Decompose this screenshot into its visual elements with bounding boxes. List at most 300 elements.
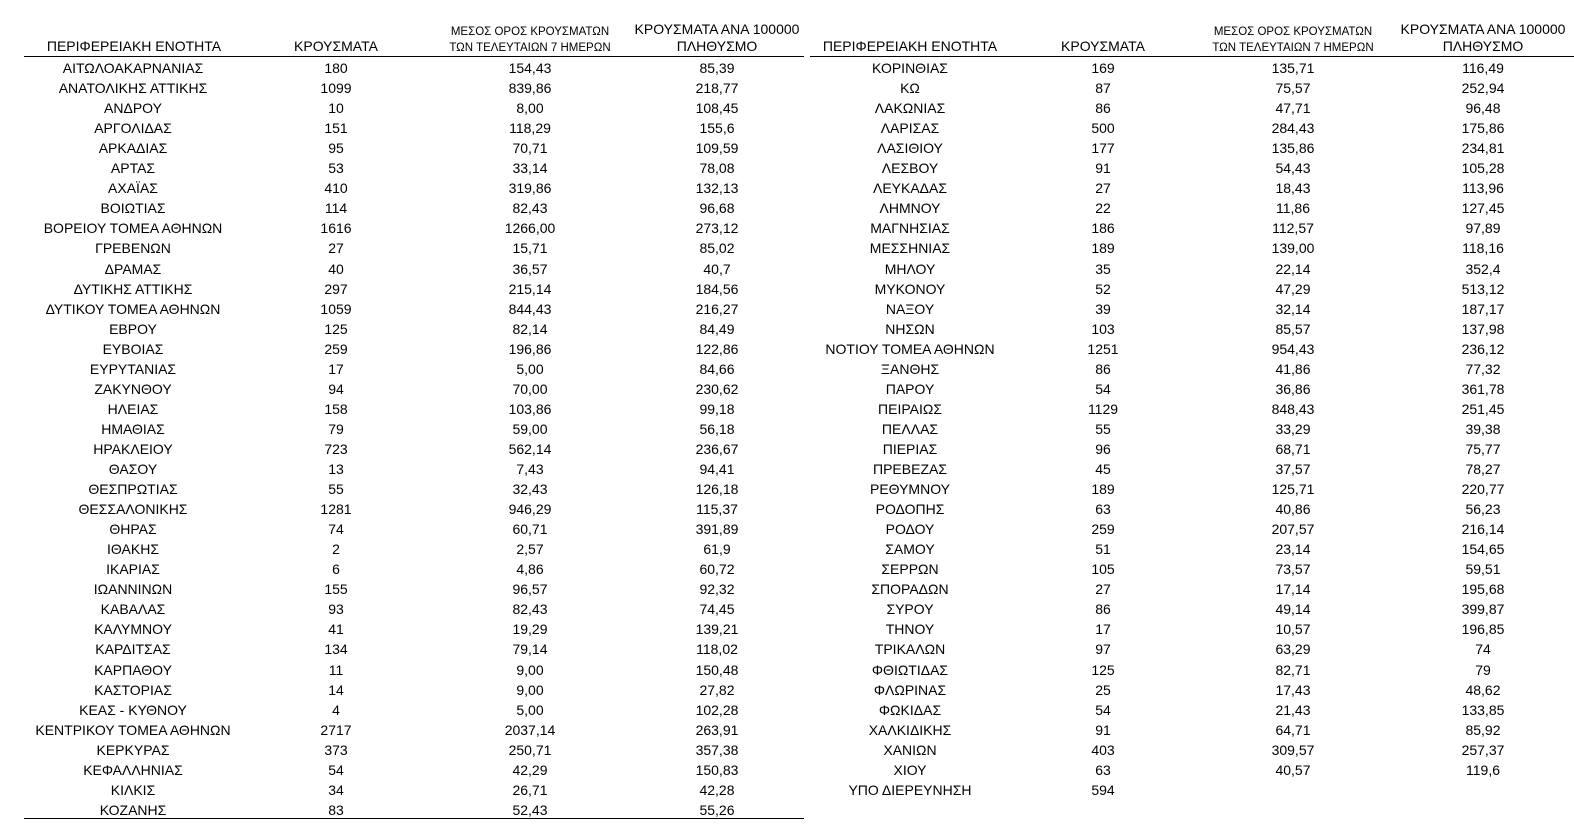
region-cell: ΣΠΟΡΑΔΩΝ xyxy=(871,581,949,598)
cases-cell: 41 xyxy=(328,621,344,638)
region-cell: ΛΗΜΝΟΥ xyxy=(879,200,941,217)
cases-cell: 125 xyxy=(1091,661,1115,678)
per100k-cell: 357,38 xyxy=(695,741,739,758)
avg7-cell: 9,00 xyxy=(516,681,544,698)
region-cell: ΠΕΛΛΑΣ xyxy=(881,420,939,437)
avg7-cell: 47,71 xyxy=(1275,100,1311,117)
region-cell: ΕΥΒΟΙΑΣ xyxy=(102,340,164,357)
avg7-cell: 215,14 xyxy=(508,280,552,297)
region-cell: ΦΩΚΙΔΑΣ xyxy=(878,701,942,718)
avg7-cell: 18,43 xyxy=(1275,180,1311,197)
cases-cell: 105 xyxy=(1091,561,1115,578)
avg7-cell: 9,00 xyxy=(516,661,544,678)
cases-cell: 86 xyxy=(1095,601,1111,618)
region-cell: ΑΙΤΩΛΟΑΚΑΡΝΑΝΙΑΣ xyxy=(62,60,204,76)
cases-cell: 83 xyxy=(328,801,344,818)
per100k-cell: 216,14 xyxy=(1461,521,1505,538)
region-cell: ΚΕΡΚΥΡΑΣ xyxy=(96,741,170,758)
region-cell: ΓΡΕΒΕΝΩΝ xyxy=(95,240,171,257)
per100k-cell: 74,45 xyxy=(699,601,735,618)
per100k-cell: 96,48 xyxy=(1465,100,1501,117)
cases-cell: 1099 xyxy=(320,80,352,97)
cases-cell: 63 xyxy=(1095,761,1111,778)
region-cell: ΕΒΡΟΥ xyxy=(109,320,157,337)
region-cell: ΚΕΦΑΛΛΗΝΙΑΣ xyxy=(83,761,183,778)
avg7-cell: 70,71 xyxy=(512,140,548,157)
region-cell: ΑΡΓΟΛΙΔΑΣ xyxy=(94,120,172,137)
per100k-cell: 139,21 xyxy=(695,621,739,638)
avg7-cell: 112,57 xyxy=(1272,220,1314,237)
bottom-divider xyxy=(24,818,804,819)
region-cell: ΛΕΣΒΟΥ xyxy=(881,160,939,177)
cases-cell: 39 xyxy=(1095,300,1111,317)
cases-cell: 14 xyxy=(328,681,344,698)
header-per100k-line1: ΚΡΟΥΣΜΑΤΑ ΑΝΑ 100000 xyxy=(1400,21,1566,37)
cases-cell: 594 xyxy=(1091,781,1115,798)
region-cell: ΣΥΡΟΥ xyxy=(886,601,934,618)
per100k-cell: 391,89 xyxy=(695,521,739,538)
per100k-cell: 187,17 xyxy=(1461,300,1505,317)
avg7-cell: 11,86 xyxy=(1276,200,1310,217)
region-cell: ΗΛΕΙΑΣ xyxy=(107,400,159,417)
avg7-cell: 2,57 xyxy=(516,541,544,558)
avg7-cell: 1266,00 xyxy=(504,220,556,237)
avg7-cell: 23,14 xyxy=(1275,541,1311,558)
cases-cell: 723 xyxy=(324,440,348,457)
per100k-cell: 184,56 xyxy=(695,280,739,297)
per100k-cell: 84,49 xyxy=(699,320,735,337)
per100k-cell: 105,28 xyxy=(1461,160,1505,177)
per100k-cell: 27,82 xyxy=(699,681,735,698)
region-cell: ΙΩΑΝΝΙΝΩΝ xyxy=(93,581,173,598)
cases-cell: 17 xyxy=(328,360,344,377)
cases-cell: 17 xyxy=(1095,621,1111,638)
region-cell: ΠΡΕΒΕΖΑΣ xyxy=(872,461,947,477)
region-cell: ΠΑΡΟΥ xyxy=(885,380,935,397)
per100k-cell: 99,18 xyxy=(699,400,735,417)
region-cell: ΧΙΟΥ xyxy=(893,761,927,778)
cases-cell: 22 xyxy=(1095,200,1111,217)
per100k-cell: 78,27 xyxy=(1465,461,1501,477)
region-cell: ΚΑΛΥΜΝΟΥ xyxy=(94,621,172,638)
avg7-cell: 82,43 xyxy=(512,601,548,618)
avg7-cell: 954,43 xyxy=(1271,340,1315,357)
cases-cell: 186 xyxy=(1091,220,1115,237)
per100k-cell: 118,16 xyxy=(1462,240,1504,257)
cases-cell: 40 xyxy=(328,260,344,277)
cases-cell: 52 xyxy=(1095,280,1111,297)
per100k-cell: 48,62 xyxy=(1465,681,1501,698)
region-cell: ΚΙΛΚΙΣ xyxy=(110,781,156,798)
region-cell: ΔΥΤΙΚΗΣ ΑΤΤΙΚΗΣ xyxy=(73,280,193,297)
region-cell: ΡΕΘΥΜΝΟΥ xyxy=(869,481,950,498)
region-cell: ΚΑΡΠΑΘΟΥ xyxy=(94,661,172,678)
region-cell: ΒΟΙΩΤΙΑΣ xyxy=(100,200,166,217)
cases-cell: 259 xyxy=(324,340,348,357)
avg7-cell: 135,86 xyxy=(1271,140,1315,157)
per100k-cell: 97,89 xyxy=(1465,220,1501,237)
region-cell: ΑΡΤΑΣ xyxy=(110,160,156,177)
per100k-cell: 361,78 xyxy=(1461,380,1505,397)
per100k-cell: 59,51 xyxy=(1465,561,1501,578)
per100k-cell: 113,96 xyxy=(1462,180,1504,197)
region-cell: ΜΥΚΟΝΟΥ xyxy=(874,280,946,297)
header-avg-line2: ΤΩΝ ΤΕΛΕΥΤΑΙΩΝ 7 ΗΜΕΡΩΝ xyxy=(1212,42,1374,54)
region-cell: ΚΟΖΑΝΗΣ xyxy=(99,801,167,818)
per100k-cell: 236,12 xyxy=(1461,340,1505,357)
cases-cell: 189 xyxy=(1091,481,1115,498)
region-cell: ΡΟΔΟΥ xyxy=(885,521,935,538)
avg7-cell: 4,86 xyxy=(516,561,544,578)
cases-cell: 55 xyxy=(328,481,344,498)
cases-cell: 63 xyxy=(1095,501,1111,518)
region-cell: ΦΘΙΩΤΙΔΑΣ xyxy=(871,661,949,678)
cases-cell: 51 xyxy=(1095,541,1111,558)
cases-cell: 410 xyxy=(324,180,348,197)
region-cell: ΞΑΝΘΗΣ xyxy=(880,360,940,377)
per100k-cell: 252,94 xyxy=(1461,80,1505,97)
per100k-cell: 399,87 xyxy=(1461,601,1505,618)
per100k-cell: 257,37 xyxy=(1461,741,1505,758)
per100k-cell: 513,12 xyxy=(1461,280,1505,297)
per100k-cell: 352,4 xyxy=(1465,260,1501,277)
avg7-cell: 848,43 xyxy=(1271,400,1315,417)
avg7-cell: 26,71 xyxy=(512,781,548,798)
avg7-cell: 73,57 xyxy=(1275,561,1311,578)
per100k-cell: 115,37 xyxy=(696,501,738,518)
per100k-cell: 108,45 xyxy=(695,100,739,117)
cases-cell: 74 xyxy=(328,521,344,538)
cases-cell: 27 xyxy=(328,240,344,257)
avg7-cell: 47,29 xyxy=(1275,280,1311,297)
per100k-cell: 55,26 xyxy=(699,801,735,818)
cases-cell: 10 xyxy=(328,100,344,117)
header-region: ΠΕΡΙΦΕΡΕΙΑΚΗ ΕΝΟΤΗΤΑ xyxy=(822,38,998,54)
region-cell: ΝΗΣΩΝ xyxy=(885,320,935,337)
avg7-cell: 75,57 xyxy=(1275,80,1311,97)
region-cell: ΧΑΛΚΙΔΙΚΗΣ xyxy=(868,721,952,738)
cases-cell: 155 xyxy=(324,581,348,598)
avg7-cell: 70,00 xyxy=(512,380,548,397)
cases-cell: 25 xyxy=(1095,681,1111,698)
cases-cell: 6 xyxy=(332,561,340,578)
per100k-cell: 234,81 xyxy=(1461,140,1505,157)
cases-cell: 114 xyxy=(324,200,348,217)
avg7-cell: 135,71 xyxy=(1271,60,1315,76)
cases-cell: 189 xyxy=(1091,240,1115,257)
cases-cell: 134 xyxy=(324,641,348,658)
header-region: ΠΕΡΙΦΕΡΕΙΑΚΗ ΕΝΟΤΗΤΑ xyxy=(46,38,222,54)
avg7-cell: 139,00 xyxy=(1271,240,1315,257)
per100k-cell: 56,18 xyxy=(699,420,735,437)
cases-cell: 373 xyxy=(324,741,348,758)
per100k-cell: 40,7 xyxy=(703,260,731,277)
region-cell: ΜΑΓΝΗΣΙΑΣ xyxy=(870,220,950,237)
region-cell: ΔΡΑΜΑΣ xyxy=(104,260,162,277)
avg7-cell: 125,71 xyxy=(1271,481,1315,498)
avg7-cell: 96,57 xyxy=(512,581,548,598)
per100k-cell: 132,13 xyxy=(695,180,739,197)
avg7-cell: 562,14 xyxy=(508,440,552,457)
avg7-cell: 8,00 xyxy=(516,100,544,117)
cases-cell: 35 xyxy=(1095,260,1111,277)
cases-cell: 259 xyxy=(1091,521,1115,538)
avg7-cell: 19,29 xyxy=(512,621,548,638)
avg7-cell: 82,71 xyxy=(1275,661,1311,678)
region-cell: ΗΡΑΚΛΕΙΟΥ xyxy=(93,440,173,457)
region-cell: ΙΚΑΡΙΑΣ xyxy=(106,561,160,578)
avg7-cell: 64,71 xyxy=(1275,721,1311,738)
cases-cell: 27 xyxy=(1095,581,1111,598)
avg7-cell: 32,43 xyxy=(512,481,548,498)
avg7-cell: 118,29 xyxy=(509,120,551,137)
cases-cell: 54 xyxy=(1095,380,1111,397)
region-cell: ΑΝΑΤΟΛΙΚΗΣ ΑΤΤΙΚΗΣ xyxy=(58,80,208,97)
region-cell: ΚΟΡΙΝΘΙΑΣ xyxy=(872,60,948,76)
cases-cell: 11 xyxy=(328,661,344,678)
region-cell: ΛΑΡΙΣΑΣ xyxy=(880,120,940,137)
per100k-cell: 116,49 xyxy=(1462,60,1504,76)
per100k-cell: 96,68 xyxy=(699,200,735,217)
per100k-cell: 126,18 xyxy=(695,481,739,498)
per100k-cell: 137,98 xyxy=(1461,320,1505,337)
cases-cell: 34 xyxy=(328,781,344,798)
per100k-cell: 133,85 xyxy=(1461,701,1505,718)
cases-cell: 95 xyxy=(328,140,344,157)
per100k-cell: 74 xyxy=(1475,641,1491,658)
region-cell: ΑΡΚΑΔΙΑΣ xyxy=(98,140,168,157)
header-avg-line2: ΤΩΝ ΤΕΛΕΥΤΑΙΩΝ 7 ΗΜΕΡΩΝ xyxy=(449,42,611,54)
region-cell: ΛΑΚΩΝΙΑΣ xyxy=(874,100,946,117)
header-cases: ΚΡΟΥΣΜΑΤΑ xyxy=(294,38,378,54)
per100k-cell: 150,48 xyxy=(695,661,739,678)
region-cell: ΥΠΟ ΔΙΕΡΕΥΝΗΣΗ xyxy=(848,781,972,798)
cases-cell: 45 xyxy=(1095,461,1111,477)
avg7-cell: 41,86 xyxy=(1275,360,1311,377)
avg7-cell: 40,57 xyxy=(1275,761,1311,778)
per100k-cell: 150,83 xyxy=(695,761,739,778)
avg7-cell: 52,43 xyxy=(512,801,548,818)
avg7-cell: 79,14 xyxy=(512,641,548,658)
per100k-cell: 94,41 xyxy=(699,461,735,477)
region-cell: ΕΥΡΥΤΑΝΙΑΣ xyxy=(89,360,177,377)
avg7-cell: 5,00 xyxy=(516,701,544,718)
avg7-cell: 946,29 xyxy=(508,501,552,518)
avg7-cell: 60,71 xyxy=(512,521,548,538)
per100k-cell: 230,62 xyxy=(695,380,739,397)
header-avg-line1: ΜΕΣΟΣ ΟΡΟΣ ΚΡΟΥΣΜΑΤΩΝ xyxy=(1213,26,1373,38)
region-cell: ΘΗΡΑΣ xyxy=(109,521,157,538)
per100k-cell: 273,12 xyxy=(695,220,739,237)
cases-cell: 27 xyxy=(1095,180,1111,197)
cases-cell: 55 xyxy=(1095,420,1111,437)
per100k-cell: 195,68 xyxy=(1461,581,1505,598)
region-cell: ΚΑΒΑΛΑΣ xyxy=(100,601,166,618)
region-cell: ΤΡΙΚΑΛΩΝ xyxy=(874,641,946,658)
region-cell: ΚΕΑΣ - ΚΥΘΝΟΥ xyxy=(79,701,187,718)
cases-cell: 177 xyxy=(1091,140,1115,157)
region-cell: ΖΑΚΥΝΘΟΥ xyxy=(94,380,172,397)
cases-cell: 151 xyxy=(324,120,348,137)
region-cell: ΚΑΡΔΙΤΣΑΣ xyxy=(95,641,171,658)
per100k-cell: 196,85 xyxy=(1461,621,1505,638)
cases-cell: 86 xyxy=(1095,360,1111,377)
region-cell: ΒΟΡΕΙΟΥ ΤΟΜΕΑ ΑΘΗΝΩΝ xyxy=(43,220,223,237)
region-cell: ΑΝΔΡΟΥ xyxy=(104,100,162,117)
header-per100k-line2: ΠΛΗΘΥΣΜΟ xyxy=(1442,38,1524,54)
avg7-cell: 2037,14 xyxy=(504,721,556,738)
per100k-cell: 102,28 xyxy=(695,701,739,718)
per100k-cell: 42,28 xyxy=(699,781,735,798)
region-cell: ΗΜΑΘΙΑΣ xyxy=(101,420,165,437)
avg7-cell: 54,43 xyxy=(1275,160,1311,177)
region-cell: ΜΕΣΣΗΝΙΑΣ xyxy=(869,240,951,257)
avg7-cell: 22,14 xyxy=(1275,260,1311,277)
avg7-cell: 5,00 xyxy=(516,360,544,377)
cases-cell: 180 xyxy=(324,60,348,76)
region-cell: ΚΕΝΤΡΙΚΟΥ ΤΟΜΕΑ ΑΘΗΝΩΝ xyxy=(35,721,231,738)
avg7-cell: 33,29 xyxy=(1275,420,1311,437)
per100k-cell: 77,32 xyxy=(1465,360,1501,377)
header-per100k-line1: ΚΡΟΥΣΜΑΤΑ ΑΝΑ 100000 xyxy=(634,21,800,37)
region-cell: ΘΕΣΣΑΛΟΝΙΚΗΣ xyxy=(78,501,188,518)
cases-cell: 158 xyxy=(324,400,348,417)
cases-cell: 125 xyxy=(324,320,348,337)
region-cell: ΚΩ xyxy=(900,80,920,97)
cases-cell: 2717 xyxy=(320,721,352,738)
per100k-cell: 92,32 xyxy=(699,581,735,598)
avg7-cell: 844,43 xyxy=(508,300,552,317)
per100k-cell: 75,77 xyxy=(1465,440,1501,457)
cases-cell: 86 xyxy=(1095,100,1111,117)
region-cell: ΦΛΩΡΙΝΑΣ xyxy=(873,681,947,698)
per100k-cell: 218,77 xyxy=(695,80,739,97)
region-cell: ΙΘΑΚΗΣ xyxy=(107,541,159,558)
per100k-cell: 60,72 xyxy=(699,561,735,578)
cases-cell: 500 xyxy=(1091,120,1115,137)
region-cell: ΜΗΛΟΥ xyxy=(884,260,936,277)
region-cell: ΛΑΣΙΘΙΟΥ xyxy=(877,140,943,157)
avg7-cell: 154,43 xyxy=(508,60,552,76)
per100k-cell: 109,59 xyxy=(695,140,739,157)
cases-cell: 2 xyxy=(332,541,340,558)
avg7-cell: 7,43 xyxy=(516,461,544,477)
header-cases: ΚΡΟΥΣΜΑΤΑ xyxy=(1061,38,1145,54)
cases-cell: 79 xyxy=(328,420,344,437)
region-cell: ΠΕΙΡΑΙΩΣ xyxy=(878,400,942,417)
avg7-cell: 15,71 xyxy=(512,240,548,257)
cases-cell: 1129 xyxy=(1087,400,1119,417)
region-cell: ΑΧΑΪΑΣ xyxy=(108,180,158,197)
per100k-cell: 78,08 xyxy=(699,160,735,177)
avg7-cell: 59,00 xyxy=(512,420,548,437)
region-cell: ΡΟΔΟΠΗΣ xyxy=(875,501,945,518)
cases-cell: 169 xyxy=(1091,60,1115,76)
cases-cell: 403 xyxy=(1091,741,1115,758)
avg7-cell: 82,43 xyxy=(512,200,548,217)
avg7-cell: 10,57 xyxy=(1275,621,1311,638)
avg7-cell: 17,43 xyxy=(1275,681,1311,698)
per100k-cell: 61,9 xyxy=(703,541,731,558)
cases-cell: 93 xyxy=(328,601,344,618)
region-cell: ΧΑΝΙΩΝ xyxy=(883,741,937,758)
region-cell: ΝΑΞΟΥ xyxy=(885,300,935,317)
avg7-cell: 33,14 xyxy=(512,160,548,177)
avg7-cell: 85,57 xyxy=(1275,320,1311,337)
avg7-cell: 32,14 xyxy=(1275,300,1311,317)
region-cell: ΚΑΣΤΟΡΙΑΣ xyxy=(94,681,172,698)
avg7-cell: 309,57 xyxy=(1271,741,1315,758)
per100k-cell: 79 xyxy=(1475,661,1491,678)
per100k-cell: 85,02 xyxy=(699,240,735,257)
cases-cell: 297 xyxy=(324,280,348,297)
region-cell: ΘΑΣΟΥ xyxy=(108,461,158,477)
cases-cell: 87 xyxy=(1095,80,1111,97)
avg7-cell: 37,57 xyxy=(1275,461,1311,477)
cases-cell: 91 xyxy=(1095,721,1111,738)
cases-cell: 54 xyxy=(328,761,344,778)
cases-cell: 91 xyxy=(1095,160,1111,177)
per100k-cell: 85,92 xyxy=(1465,721,1501,738)
region-cell: ΘΕΣΠΡΩΤΙΑΣ xyxy=(88,481,178,498)
cases-cell: 4 xyxy=(332,701,340,718)
avg7-cell: 40,86 xyxy=(1275,501,1311,518)
cases-cell: 97 xyxy=(1095,641,1111,658)
avg7-cell: 21,43 xyxy=(1275,701,1311,718)
per100k-cell: 56,23 xyxy=(1465,501,1501,518)
avg7-cell: 250,71 xyxy=(508,741,552,758)
avg7-cell: 284,43 xyxy=(1271,120,1315,137)
per100k-cell: 175,86 xyxy=(1461,120,1505,137)
header-divider xyxy=(810,56,1574,57)
avg7-cell: 49,14 xyxy=(1275,601,1311,618)
per100k-cell: 216,27 xyxy=(695,300,739,317)
cases-cell: 54 xyxy=(1095,701,1111,718)
cases-cell: 1059 xyxy=(320,300,352,317)
header-avg-line1: ΜΕΣΟΣ ΟΡΟΣ ΚΡΟΥΣΜΑΤΩΝ xyxy=(450,26,610,38)
avg7-cell: 68,71 xyxy=(1275,440,1311,457)
region-cell: ΛΕΥΚΑΔΑΣ xyxy=(872,180,948,197)
region-cell: ΠΙΕΡΙΑΣ xyxy=(882,440,938,457)
cases-cell: 1281 xyxy=(320,501,352,518)
per100k-cell: 119,6 xyxy=(1466,761,1500,778)
avg7-cell: 82,14 xyxy=(512,320,548,337)
per100k-cell: 220,77 xyxy=(1461,481,1505,498)
cases-cell: 96 xyxy=(1095,440,1111,457)
per100k-cell: 85,39 xyxy=(699,60,735,76)
cases-cell: 103 xyxy=(1091,320,1115,337)
region-cell: ΔΥΤΙΚΟΥ ΤΟΜΕΑ ΑΘΗΝΩΝ xyxy=(45,300,221,317)
cases-cell: 1251 xyxy=(1087,340,1119,357)
avg7-cell: 36,86 xyxy=(1275,380,1311,397)
avg7-cell: 103,86 xyxy=(508,400,552,417)
region-cell: ΝΟΤΙΟΥ ΤΟΜΕΑ ΑΘΗΝΩΝ xyxy=(825,340,995,357)
per100k-cell: 154,65 xyxy=(1461,541,1505,558)
avg7-cell: 319,86 xyxy=(508,180,552,197)
avg7-cell: 63,29 xyxy=(1275,641,1311,658)
avg7-cell: 196,86 xyxy=(508,340,552,357)
header-per100k-line2: ΠΛΗΘΥΣΜΟ xyxy=(676,38,758,54)
avg7-cell: 42,29 xyxy=(512,761,548,778)
region-cell: ΣΑΜΟΥ xyxy=(885,541,935,558)
per100k-cell: 251,45 xyxy=(1461,400,1505,417)
per100k-cell: 236,67 xyxy=(695,440,739,457)
per100k-cell: 84,66 xyxy=(699,360,735,377)
per100k-cell: 39,38 xyxy=(1465,420,1501,437)
per100k-cell: 118,02 xyxy=(696,641,738,658)
cases-cell: 1616 xyxy=(320,220,352,237)
per100k-cell: 122,86 xyxy=(695,340,739,357)
